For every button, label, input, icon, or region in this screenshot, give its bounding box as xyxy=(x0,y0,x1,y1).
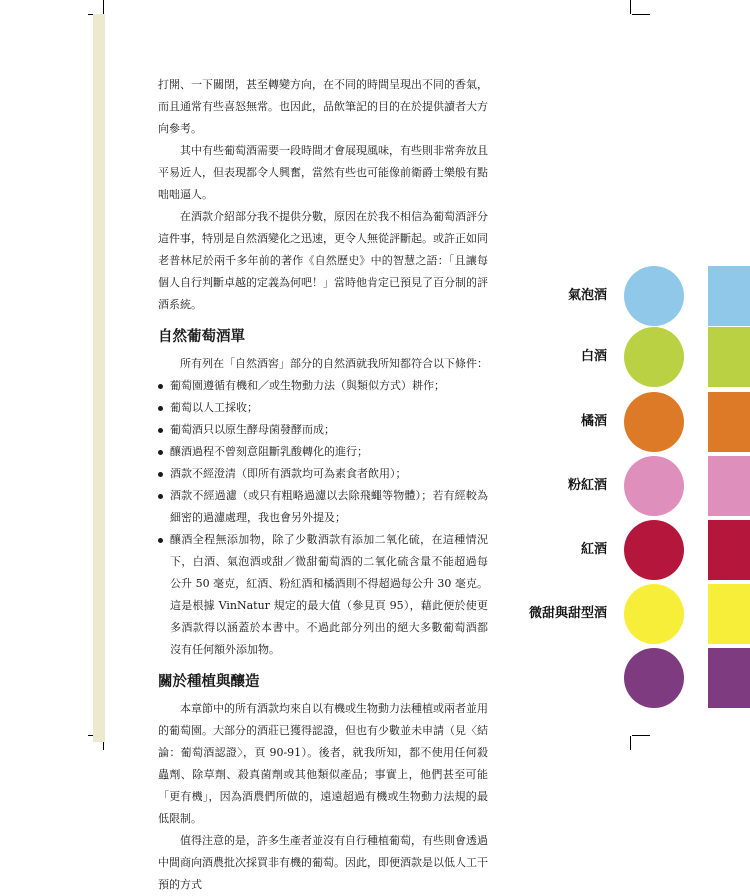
section-lead: 所有列在「自然酒窖」部分的自然酒就我所知都符合以下條件： xyxy=(180,357,488,370)
paragraph: 在酒款介紹部分我不提供分數，原因在於我不相信為葡萄酒評分這件事，特別是自然酒變化之迅速，更令人無從評斷起。或許正如同老普林尼於兩千多年前的著作《自然歷史》中的智慧之語：「且讓每個人自行判斷卓越的定義為何吧！」當時他肯定已預見了百分制的評酒系統。 xyxy=(158,210,488,311)
tab-purple[interactable] xyxy=(610,648,750,708)
tab-color-dot xyxy=(624,266,684,326)
bullet-icon xyxy=(158,406,163,411)
tab-label: 橘酒 xyxy=(580,414,607,429)
bullet-icon xyxy=(158,472,163,477)
binding-strip xyxy=(93,14,105,742)
tab-color-strip xyxy=(708,584,750,644)
tab-label: 紅酒 xyxy=(580,542,607,557)
tab-red[interactable] xyxy=(580,520,750,580)
list-item: 釀酒全程無添加物，除了少數酒款有添加二氧化硫，在這種情況下，白酒、氣泡酒或甜／微甜葡萄酒的二氧化硫含量不能超過每公升 50 毫克，紅酒、粉紅酒和橘酒則不得超過每公升 30 毫克。這是根據 VinNatur 規定的最大值（參見頁 95），藉此便於使更多酒款得以涵蓋於本書中。不過此部分列出的絕大多數葡萄酒都沒有任何額外添加物。 xyxy=(158,529,488,661)
tab-color-dot xyxy=(624,392,684,452)
tab-color-strip xyxy=(708,327,750,387)
tab-color-strip xyxy=(708,266,750,326)
section-heading-natural-wine-list: 自然葡萄酒單 xyxy=(158,329,245,345)
tab-color-dot xyxy=(624,520,684,580)
tab-color-dot xyxy=(624,456,684,516)
bullet-icon xyxy=(158,538,163,543)
body-text xyxy=(158,74,488,896)
crop-mark-bottom-right-vertical xyxy=(630,736,631,750)
list-item: 酒款不經過濾（或只有粗略過濾以去除飛蠅等物體）；若有經較為細密的過濾處理，我也會另外提及； xyxy=(158,485,488,529)
section-heading-cultivation: 關於種植與釀造 xyxy=(158,674,260,690)
list-item: 葡萄以人工採收； xyxy=(158,397,488,419)
list-item: 酒款不經澄清（即所有酒款均可為素食者飲用）； xyxy=(158,463,488,485)
criteria-list xyxy=(158,375,488,661)
tab-label: 粉紅酒 xyxy=(567,478,607,493)
bullet-icon xyxy=(158,450,163,455)
crop-mark-top-left-vertical xyxy=(103,0,104,14)
paragraph: 值得注意的是，許多生產者並沒有自行種植葡萄，有些則會透過中間商向酒農批次採買非有機的葡萄。因此，即便酒款是以低人工干預的方式 xyxy=(158,834,488,891)
bullet-icon xyxy=(158,494,163,499)
tab-label: 白酒 xyxy=(580,349,607,364)
bullet-icon xyxy=(158,384,163,389)
tab-sparkling[interactable] xyxy=(567,266,750,326)
tab-label: 微甜與甜型酒 xyxy=(528,606,607,621)
tab-color-strip xyxy=(708,648,750,708)
tab-color-dot xyxy=(624,584,684,644)
paragraph: 其中有些葡萄酒需要一段時間才會展現風味，有些則非常奔放且平易近人，但表現都令人興奮，當然有些也可能像前衛爵士樂般有點咄咄逼人。 xyxy=(158,144,488,201)
crop-mark-bottom-right-horizontal xyxy=(632,735,650,736)
tab-sweet[interactable] xyxy=(528,584,750,644)
tab-label: 氣泡酒 xyxy=(567,288,607,303)
tab-rose[interactable] xyxy=(567,456,750,516)
paragraph: 本章節中的所有酒款均來自以有機或生物動力法種植或兩者並用的葡萄園。大部分的酒莊已獲得認證，但也有少數並未申請（見〈結論：葡萄酒認證〉，頁 90-91）。後者，就我所知，都不使用任何殺蟲劑、除草劑、殺真菌劑或其他類似產品；事實上，他們甚至可能「更有機」，因為酒農們所做的，遠遠超過有機或生物動力法規的最低限制。 xyxy=(158,702,488,825)
paragraph: 打開、一下關閉，甚至轉變方向，在不同的時間呈現出不同的香氣，而且通常有些喜怒無常。也因此，品飲筆記的目的在於提供讀者大方向參考。 xyxy=(158,78,488,135)
tab-color-dot xyxy=(624,327,684,387)
tab-color-strip xyxy=(708,392,750,452)
list-item: 釀酒過程不曾刻意阻斷乳酸轉化的進行； xyxy=(158,441,488,463)
list-item: 葡萄酒只以原生酵母菌發酵而成； xyxy=(158,419,488,441)
tab-orange[interactable] xyxy=(580,392,750,452)
bullet-icon xyxy=(158,428,163,433)
crop-mark-top-right-vertical xyxy=(630,0,631,14)
tab-color-dot xyxy=(624,648,684,708)
crop-mark-top-right-horizontal xyxy=(632,14,650,15)
tab-color-strip xyxy=(708,520,750,580)
tab-color-strip xyxy=(708,456,750,516)
list-item: 葡萄園遵循有機和／或生物動力法（與類似方式）耕作； xyxy=(158,375,488,397)
tab-white[interactable] xyxy=(580,327,750,387)
